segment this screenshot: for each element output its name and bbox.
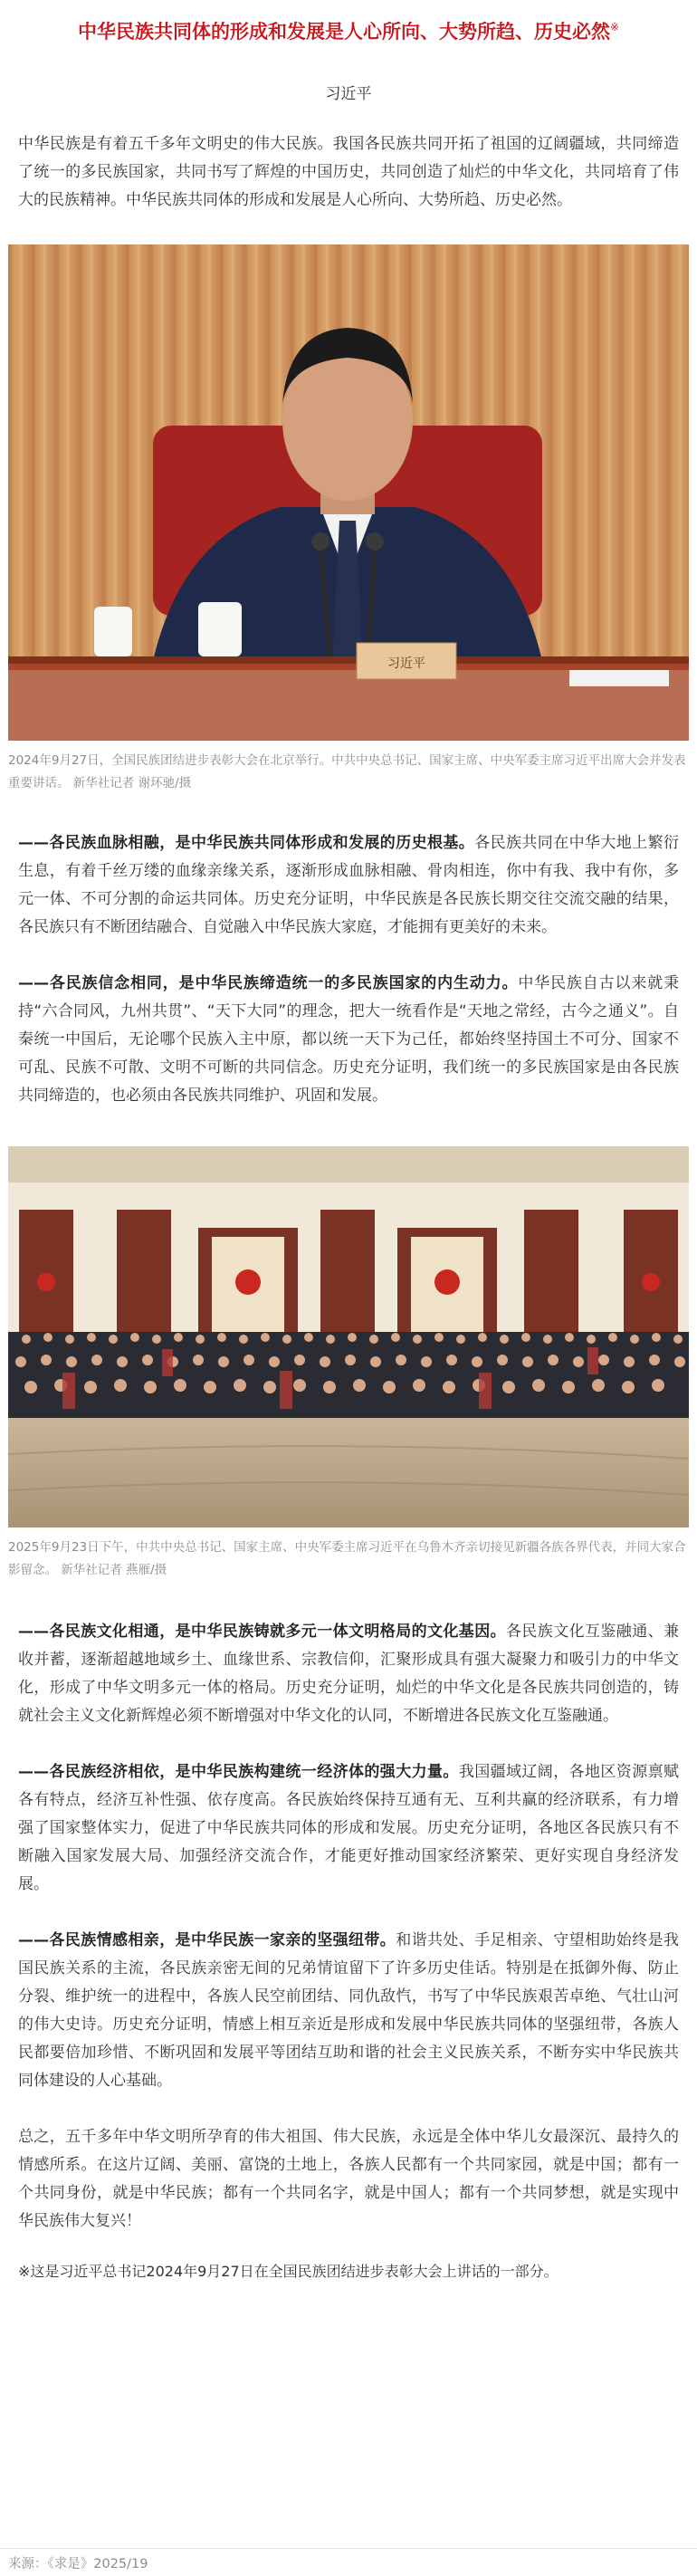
photo-conference-caption: 2024年9月27日，全国民族团结进步表彰大会在北京举行。中共中央总书记、国家主席、中央军委主席习近平出席大会并发表重要讲话。 新华社记者 谢环驰/摄	[8, 753, 686, 790]
title-text: 中华民族共同体的形成和发展是人心所向、大势所趋、历史必然	[77, 21, 610, 43]
section-bloodline-body: 各民族共同在中华大地上繁衍生息，有着千丝万缕的血缘亲缘关系，逐渐形成血脉相融、骨肉相连，你中有我、我中有你，多元一体、不可分割的命运共同体。历史充分证明，中华民族是各民族长期交往交流交融的结果，各民族只有不断团结融合、自觉融入中华民族大家庭，才能拥有更美好的未来。	[18, 834, 680, 936]
photo-group-caption: 2025年9月23日下午，中共中央总书记、国家主席、中央军委主席习近平在乌鲁木齐亲切接见新疆各族各界代表，并同大家合影留念。 新华社记者 燕雁/摄	[8, 1540, 686, 1577]
group-photo	[8, 1146, 689, 1527]
nameplate-text: 习近平	[387, 656, 425, 671]
photo-conference	[8, 244, 689, 741]
section-culture	[18, 1618, 679, 1730]
speech-photo	[8, 244, 689, 741]
source-line: 来源：《求是》2025/19	[8, 2557, 148, 2571]
section-emotion	[18, 1927, 679, 2095]
section-bloodline-lead: ——各民族血脉相融，是中华民族共同体形成和发展的历史根基。	[18, 834, 475, 852]
section-economy	[18, 1758, 679, 1899]
section-culture-body: 各民族文化互鉴融通、兼收并蓄，逐渐超越地域乡土、血缘世系、宗教信仰，汇聚形成具有强大凝聚力和吸引力的中华文化，形成了中华文明多元一体的格局。历史充分证明，灿烂的中华文化是各民族共同创造的，铸就社会主义文化新辉煌必须不断增强对中华文化的认同，不断增进各民族文化互鉴融通。	[18, 1623, 679, 1725]
section-bloodline	[18, 829, 679, 942]
footnote: ※这是习近平总书记2024年9月27日在全国民族团结进步表彰大会上讲话的一部分。	[18, 2263, 559, 2280]
section-emotion-body: 和谐共处、手足相亲、守望相助始终是我国民族关系的主流，各民族亲密无间的兄弟情谊留下了许多历史佳话。特别是在抵御外侮、防止分裂、维护统一的进程中，各族人民空前团结、同仇敌忾，书写了中华民族艰苦卓绝、气壮山河的伟大史诗。历史充分证明，情感上相互亲近是形成和发展中华民族共同体的坚强纽带，各族人民都要倍加珍惜、不断巩固和发展平等团结互助和谐的社会主义民族关系，不断夯实中华民族共同体建设的人心基础。	[18, 1931, 680, 2090]
intro-paragraph: 中华民族是有着五千多年文明史的伟大民族。我国各民族共同开拓了祖国的辽阔疆域，共同缔造了统一的多民族国家，共同书写了辉煌的中国历史，共同创造了灿烂的中华文化，共同培育了伟大的民族精神。中华民族共同体的形成和发展是人心所向、大势所趋、历史必然。	[18, 135, 679, 209]
author: 习近平	[325, 85, 372, 103]
photo-group	[8, 1146, 689, 1527]
conclusion-paragraph: 总之，五千多年中华文明所孕育的伟大祖国、伟大民族，永远是全体中华儿女最深沉、最持久的情感所系。在这片辽阔、美丽、富饶的土地上，各族人民都有一个共同家园，就是中国；都有一个共同身份，就是中华民族；都有一个共同名字，就是中国人；都有一个共同梦想，就是实现中华民族伟大复兴！	[18, 2128, 679, 2230]
title-footnote-mark: ※	[609, 21, 620, 34]
section-culture-lead: ——各民族文化相通，是中华民族铸就多元一体文明格局的文化基因。	[18, 1623, 506, 1641]
section-economy-body: 我国疆域辽阔，各地区资源禀赋各有特点，经济互补性强、依存度高。各民族始终保持互通有无、互利共赢的经济联系，有力增强了国家整体实力，促进了中华民族共同体的形成和发展。历史充分证明，各地区各民族只有不断融入国家发展大局、加强经济交流合作，才能更好推动国家经济繁荣、更好实现自身经济发展。	[18, 1763, 680, 1893]
section-economy-lead: ——各民族经济相依，是中华民族构建统一经济体的强大力量。	[18, 1763, 459, 1781]
article-title	[18, 13, 679, 46]
section-belief	[18, 970, 679, 1110]
footer-divider	[0, 2548, 697, 2549]
section-belief-lead: ——各民族信念相同，是中华民族缔造统一的多民族国家的内生动力。	[18, 974, 519, 992]
section-belief-body: 中华民族自古以来就秉持“六合同风，九州共贯”、“天下大同”的理念，把大一统看作是“天地之常经，古今之通义”。自秦统一中国后，无论哪个民族入主中原，都以统一天下为己任，都始终坚持国土不可分、国家不可乱、民族不可散、文明不可断的共同信念。历史充分证明，我们统一的多民族国家是由各民族共同缔造的，也必须由各民族共同维护、巩固和发展。	[18, 974, 680, 1105]
section-emotion-lead: ——各民族情感相亲，是中华民族一家亲的坚强纽带。	[18, 1931, 396, 1949]
